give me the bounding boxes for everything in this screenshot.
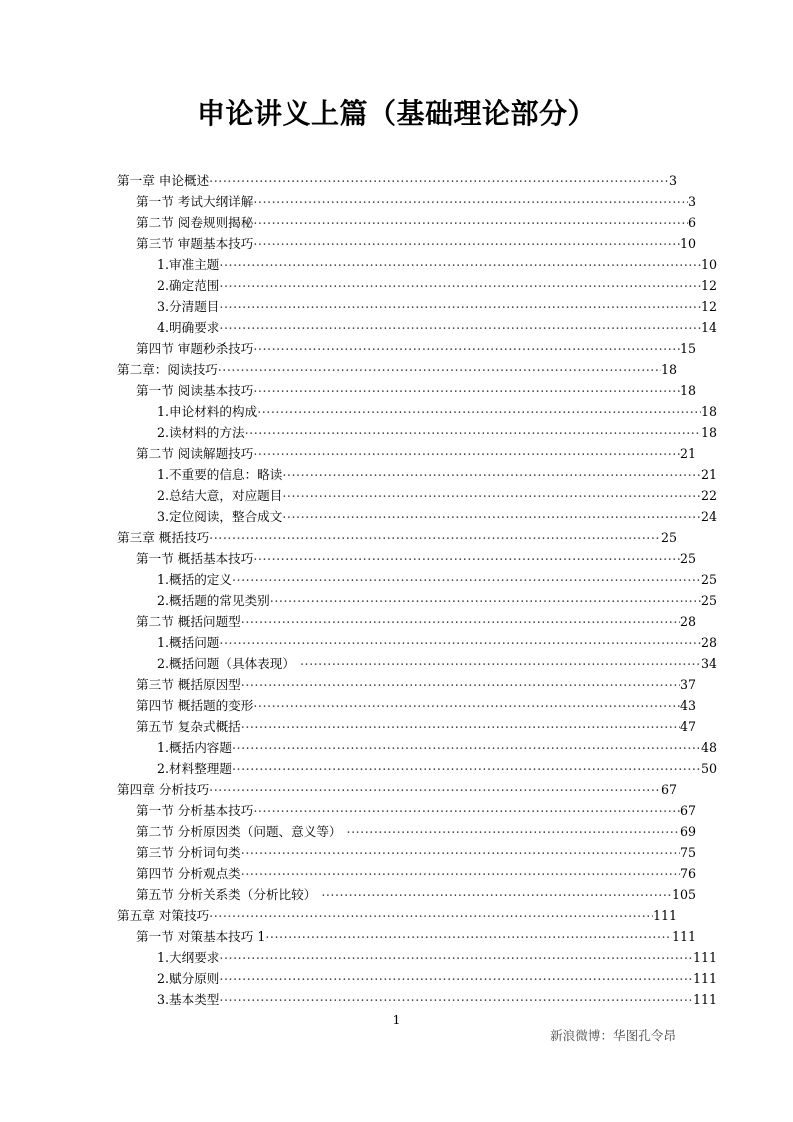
- toc-dot-leader: [232, 738, 701, 752]
- toc-entry-label: 第四节 分析观点类: [136, 866, 241, 881]
- toc-entry-label: 第四章 分析技巧: [117, 782, 210, 797]
- toc-entry[interactable]: [117, 716, 696, 737]
- toc-entry[interactable]: [117, 170, 677, 191]
- toc-entry-label: 第二节 阅卷规则揭秘: [136, 215, 254, 230]
- toc-dot-leader: [209, 171, 669, 185]
- toc-entry-page-number: 21: [679, 446, 696, 461]
- toc-entry-page-number: 10: [679, 236, 696, 251]
- toc-dot-leader: [253, 234, 680, 248]
- toc-entry-label: 第三节 概括原因型: [136, 677, 241, 692]
- toc-entry[interactable]: [117, 191, 696, 212]
- toc-entry-page-number: 24: [700, 509, 717, 524]
- toc-entry[interactable]: [117, 317, 717, 338]
- toc-entry-page-number: 28: [700, 635, 717, 650]
- toc-dot-leader: [241, 612, 680, 626]
- toc-entry-label: 3.基本类型: [157, 992, 220, 1007]
- toc-entry[interactable]: [117, 800, 696, 821]
- toc-entry-label: 第二节 分析原因类（问题、意义等）: [136, 824, 342, 839]
- toc-entry[interactable]: [117, 422, 717, 443]
- toc-entry[interactable]: [117, 254, 717, 275]
- toc-entry-label: 第一节 考试大纲详解: [136, 194, 254, 209]
- toc-dot-leader: [219, 948, 693, 962]
- toc-entry-label: 2.总结大意，对应题目: [157, 488, 283, 503]
- toc-entry-page-number: 25: [700, 593, 717, 608]
- toc-entry-label: 1.审准主题: [157, 257, 220, 272]
- toc-dot-leader: [241, 717, 680, 731]
- toc-entry-page-number: 25: [679, 551, 696, 566]
- toc-dot-leader: [257, 402, 701, 416]
- toc-entry-page-number: 18: [700, 425, 717, 440]
- toc-entry-label: 2.读材料的方法: [157, 425, 245, 440]
- toc-entry[interactable]: [117, 590, 717, 611]
- toc-entry-label: 第五节 分析关系类（分析比较）: [136, 887, 317, 902]
- toc-entry[interactable]: [117, 485, 717, 506]
- toc-entry-label: 1.概括问题: [157, 635, 220, 650]
- toc-entry-page-number: 10: [700, 257, 717, 272]
- toc-dot-leader: [253, 444, 680, 458]
- toc-entry[interactable]: [117, 821, 696, 842]
- toc-entry-page-number: 47: [679, 719, 696, 734]
- toc-dot-leader: [241, 864, 680, 878]
- toc-dot-leader: [245, 423, 701, 437]
- toc-entry-page-number: 18: [679, 383, 696, 398]
- toc-entry-page-number: 111: [671, 929, 696, 944]
- toc-dot-leader: [253, 549, 680, 563]
- toc-dot-leader: [209, 780, 661, 794]
- toc-entry-page-number: 15: [679, 341, 696, 356]
- toc-dot-leader: [253, 213, 688, 227]
- toc-entry[interactable]: [117, 443, 696, 464]
- toc-entry[interactable]: [117, 275, 717, 296]
- toc-dot-leader: [270, 591, 701, 605]
- toc-entry[interactable]: [117, 758, 717, 779]
- toc-dot-leader: [219, 633, 701, 647]
- toc-entry[interactable]: [117, 212, 696, 233]
- toc-dot-leader: [219, 318, 701, 332]
- toc-entry[interactable]: [117, 779, 677, 800]
- toc-entry-page-number: 69: [679, 824, 696, 839]
- toc-entry[interactable]: [117, 380, 696, 401]
- toc-entry[interactable]: [117, 527, 677, 548]
- toc-entry-label: 第一节 概括基本技巧: [136, 551, 254, 566]
- toc-entry-label: 2.概括题的常见类别: [157, 593, 270, 608]
- toc-entry-page-number: 25: [700, 572, 717, 587]
- toc-entry-page-number: 18: [660, 362, 677, 377]
- toc-entry[interactable]: [117, 233, 696, 254]
- toc-entry[interactable]: [117, 905, 677, 926]
- toc-entry-label: 1.不重要的信息：略读: [157, 467, 283, 482]
- toc-entry-page-number: 43: [679, 698, 696, 713]
- toc-entry[interactable]: [117, 611, 696, 632]
- toc-entry[interactable]: [117, 359, 677, 380]
- toc-entry[interactable]: [117, 695, 696, 716]
- toc-entry[interactable]: [117, 884, 696, 905]
- toc-entry[interactable]: [117, 947, 717, 968]
- toc-entry-page-number: 37: [679, 677, 696, 692]
- toc-entry-label: 第一节 分析基本技巧: [136, 803, 254, 818]
- toc-dot-leader: [232, 570, 701, 584]
- toc-entry[interactable]: [117, 968, 717, 989]
- toc-entry[interactable]: [117, 653, 717, 674]
- toc-entry-page-number: 67: [679, 803, 696, 818]
- toc-entry-label: 第一章 申论概述: [117, 173, 210, 188]
- toc-entry-page-number: 111: [692, 971, 717, 986]
- toc-entry-page-number: 3: [687, 194, 696, 209]
- toc-dot-leader: [282, 465, 701, 479]
- toc-entry-label: 第三节 审题基本技巧: [136, 236, 254, 251]
- toc-dot-leader: [219, 969, 693, 983]
- toc-entry-label: 1.申论材料的构成: [157, 404, 258, 419]
- toc-entry-label: 第二节 阅读解题技巧: [136, 446, 254, 461]
- toc-entry-label: 1.概括内容题: [157, 740, 232, 755]
- toc-entry-label: 第一节 对策基本技巧 1: [136, 929, 266, 944]
- toc-entry-label: 1.大纲要求: [157, 950, 220, 965]
- toc-entry-page-number: 67: [660, 782, 677, 797]
- toc-entry-page-number: 111: [692, 992, 717, 1007]
- toc-entry-label: 第五章 对策技巧: [117, 908, 210, 923]
- toc-entry[interactable]: [117, 548, 696, 569]
- toc-dot-leader: [253, 801, 680, 815]
- toc-entry-page-number: 111: [652, 908, 677, 923]
- toc-entry-page-number: 48: [700, 740, 717, 755]
- toc-entry-page-number: 50: [700, 761, 717, 776]
- toc-dot-leader: [241, 843, 680, 857]
- toc-dot-leader: [219, 255, 701, 269]
- toc-entry-page-number: 21: [700, 467, 717, 482]
- toc-entry[interactable]: [117, 401, 717, 422]
- toc-dot-leader: [209, 906, 653, 920]
- toc-entry-label: 2.赋分原则: [157, 971, 220, 986]
- toc-entry[interactable]: [117, 296, 717, 317]
- toc-entry-page-number: 28: [679, 614, 696, 629]
- toc-entry-page-number: 76: [679, 866, 696, 881]
- toc-dot-leader: [253, 696, 680, 710]
- toc-entry-label: 第三章 概括技巧: [117, 530, 210, 545]
- toc-entry[interactable]: [117, 464, 717, 485]
- toc-entry-page-number: 18: [700, 404, 717, 419]
- toc-dot-leader: [347, 822, 680, 836]
- toc-dot-leader: [219, 276, 701, 290]
- table-of-contents: [117, 170, 717, 1010]
- toc-entry[interactable]: [117, 674, 696, 695]
- toc-entry-label: 3.定位阅读，整合成文: [157, 509, 283, 524]
- toc-entry-page-number: 6: [687, 215, 696, 230]
- toc-entry-page-number: 34: [700, 656, 717, 671]
- toc-dot-leader: [232, 759, 701, 773]
- toc-dot-leader: [219, 297, 701, 311]
- page-title: 申论讲义上篇（基础理论部分）: [196, 97, 596, 130]
- toc-entry-label: 第五节 复杂式概括: [136, 719, 241, 734]
- toc-entry-page-number: 12: [700, 278, 717, 293]
- footer-credit: 新浪微博：华图孔令昂: [550, 1028, 676, 1043]
- toc-dot-leader: [282, 507, 701, 521]
- toc-entry-label: 第三节 分析词句类: [136, 845, 241, 860]
- toc-entry[interactable]: [117, 632, 717, 653]
- toc-dot-leader: [218, 360, 661, 374]
- toc-entry-page-number: 3: [668, 173, 677, 188]
- toc-entry-label: 第一节 阅读基本技巧: [136, 383, 254, 398]
- toc-entry-label: 2.概括问题（具体表现）: [157, 656, 295, 671]
- toc-dot-leader: [253, 192, 688, 206]
- toc-entry[interactable]: [117, 926, 696, 947]
- toc-dot-leader: [265, 927, 672, 941]
- toc-entry-page-number: 25: [660, 530, 677, 545]
- toc-entry[interactable]: [117, 569, 717, 590]
- toc-dot-leader: [282, 486, 701, 500]
- toc-entry-page-number: 111: [692, 950, 717, 965]
- toc-entry-page-number: 22: [700, 488, 717, 503]
- toc-dot-leader: [321, 885, 672, 899]
- toc-dot-leader: [209, 528, 661, 542]
- toc-entry[interactable]: [117, 338, 696, 359]
- toc-entry[interactable]: [117, 863, 696, 884]
- footer-page-number: 1: [392, 1012, 401, 1027]
- toc-dot-leader: [300, 654, 701, 668]
- toc-entry-label: 第四节 审题秒杀技巧: [136, 341, 254, 356]
- toc-entry[interactable]: [117, 989, 717, 1010]
- toc-dot-leader: [253, 339, 680, 353]
- toc-entry-page-number: 105: [671, 887, 696, 902]
- toc-entry-page-number: 14: [700, 320, 717, 335]
- toc-entry[interactable]: [117, 842, 696, 863]
- toc-entry-page-number: 12: [700, 299, 717, 314]
- toc-entry-label: 1.概括的定义: [157, 572, 232, 587]
- toc-entry-label: 第二章：阅读技巧: [117, 362, 218, 377]
- toc-entry[interactable]: [117, 506, 717, 527]
- toc-entry-label: 2.材料整理题: [157, 761, 232, 776]
- toc-dot-leader: [241, 675, 680, 689]
- toc-entry-label: 4.明确要求: [157, 320, 220, 335]
- toc-entry[interactable]: [117, 737, 717, 758]
- toc-entry-label: 2.确定范围: [157, 278, 220, 293]
- toc-entry-page-number: 75: [679, 845, 696, 860]
- toc-entry-label: 第二节 概括问题型: [136, 614, 241, 629]
- toc-dot-leader: [219, 990, 693, 1004]
- toc-entry-label: 第四节 概括题的变形: [136, 698, 254, 713]
- toc-dot-leader: [253, 381, 680, 395]
- toc-entry-label: 3.分清题目: [157, 299, 220, 314]
